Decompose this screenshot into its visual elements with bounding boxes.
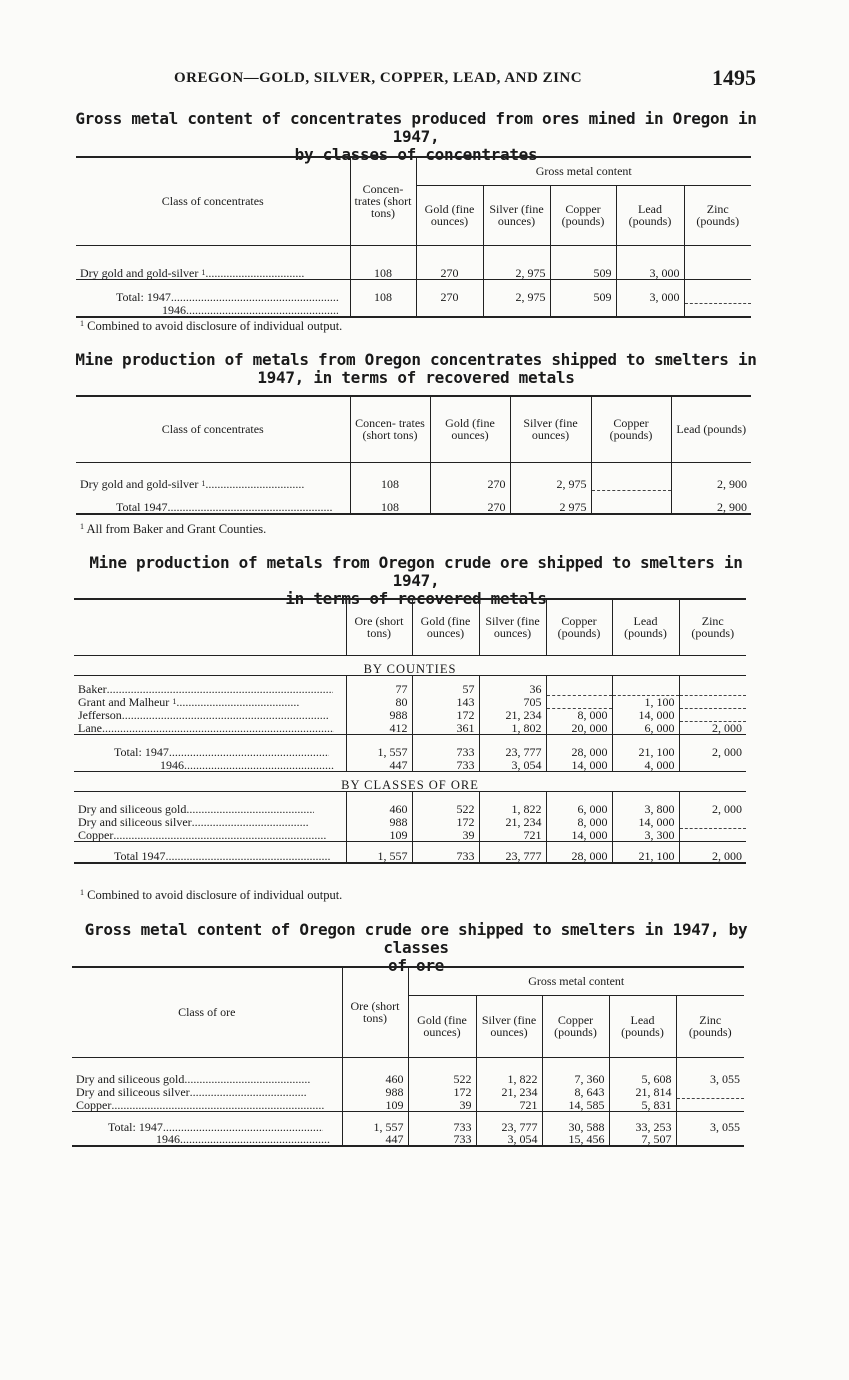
table-row [72,1111,744,1133]
table3-col-gold: Gold (fine ounces) [412,599,479,655]
table4-group-header: Gross metal content [408,967,744,995]
cell: 28, 000 [546,841,612,863]
table2-col-class: Class of concentrates [161,422,264,437]
row-label: Dry gold and gold-silver $^1$..... [76,245,350,279]
cell [591,490,671,514]
cell: 733 [408,1133,476,1146]
cell: 733 [412,841,479,863]
cell: 2, 975 [510,462,591,490]
row-label: 1946..... [76,303,350,317]
table4-col-copper: Copper (pounds) [542,995,609,1057]
table3-col-silver: Silver (fine ounces) [479,599,546,655]
cell [350,303,416,317]
cell [679,675,746,695]
cell [684,245,751,279]
table2-title-line1: Mine production of metals from Oregon concentrates shipped to smelters in [75,350,757,369]
cell: 108 [350,462,430,490]
cell [616,303,684,317]
cell: 21, 100 [612,734,679,758]
cell: 7, 360 [542,1057,609,1085]
row-label: 1946..... [74,758,346,771]
cell: 109 [346,828,412,841]
table-row [76,462,751,490]
cell: 2, 000 [679,791,746,815]
cell: 23, 777 [476,1111,542,1133]
table4-col-silver: Silver (fine ounces) [476,995,542,1057]
row-label: Total: 1947..... [74,734,346,758]
cell: 3, 800 [612,791,679,815]
cell [679,695,746,708]
cell: 1, 557 [346,734,412,758]
cell [612,675,679,695]
cell: 447 [346,758,412,771]
cell: 8, 000 [546,708,612,721]
cell [550,303,616,317]
cell: 3, 055 [676,1111,744,1133]
table-row [76,245,751,279]
cell [546,695,612,708]
row-label: Dry and siliceous gold..... [72,1057,342,1085]
table-row [74,708,746,721]
cell: 21, 234 [479,708,546,721]
cell: 412 [346,721,412,734]
cell: 14, 585 [542,1098,609,1111]
cell: 80 [346,695,412,708]
table-row [72,1085,744,1098]
cell: 1, 557 [346,841,412,863]
cell: 6, 000 [612,721,679,734]
cell: 522 [408,1057,476,1085]
cell: 3, 300 [612,828,679,841]
cell: 3, 055 [676,1057,744,1085]
band-by-classes: BY CLASSES OF ORE [74,771,746,791]
cell [679,815,746,828]
cell: 4, 000 [612,758,679,771]
table1-title-line1: Gross metal content of concentrates produced from ores mined in Oregon in 1947, [75,109,757,146]
cell: 14, 000 [546,758,612,771]
table1-col-lead: Lead (pounds) [616,185,684,245]
cell [676,1133,744,1146]
cell: 109 [342,1098,408,1111]
cell: 7, 507 [609,1133,676,1146]
cell: 2, 975 [483,279,550,303]
row-label: Dry gold and gold-silver $^1$..... [76,462,350,490]
cell: 270 [416,245,483,279]
cell: 705 [479,695,546,708]
cell: 2, 000 [679,734,746,758]
table1-col-silver: Silver (fine ounces) [483,185,550,245]
cell: 270 [430,462,510,490]
cell [416,303,483,317]
cell: 23, 777 [479,734,546,758]
cell: 3, 000 [616,279,684,303]
cell: 2, 900 [671,462,751,490]
row-label: Dry and siliceous gold..... [74,791,346,815]
cell: 5, 608 [609,1057,676,1085]
band-by-counties: BY COUNTIES [74,655,746,675]
cell: 509 [550,279,616,303]
cell: 721 [479,828,546,841]
table-row [74,828,746,841]
running-title: OREGON—GOLD, SILVER, COPPER, LEAD, AND ZINC [174,70,583,86]
table2-col-silver: Silver (fine ounces) [510,396,591,462]
cell: 20, 000 [546,721,612,734]
table3-footnote: $^1$ Combined to avoid disclosure of individual output. [80,888,343,902]
table1 [76,156,751,318]
table-row [74,721,746,734]
cell: 5, 831 [609,1098,676,1111]
table2-col-copper: Copper (pounds) [591,396,671,462]
cell: 988 [342,1085,408,1098]
table1-group-header: Gross metal content [416,157,751,185]
cell: 2, 000 [679,841,746,863]
cell [679,758,746,771]
table3-col-ore: Ore (short tons) [346,599,412,655]
table2-col-gold: Gold (fine ounces) [430,396,510,462]
row-label: Baker..... [74,675,346,695]
cell: 2, 900 [671,490,751,514]
cell: 172 [408,1085,476,1098]
cell: 108 [350,245,416,279]
table1-col-tons: Concen- trates (short tons) [350,157,416,245]
table4-col-class: Class of ore [178,1005,236,1020]
cell: 77 [346,675,412,695]
table1-col-class: Class of concentrates [161,194,264,209]
row-label: Total 1947..... [74,841,346,863]
table2 [76,395,751,515]
cell: 361 [412,721,479,734]
cell: 108 [350,279,416,303]
table-row [76,279,751,303]
cell: 30, 588 [542,1111,609,1133]
table3-col-blank [74,599,346,655]
cell: 8, 643 [542,1085,609,1098]
cell: 6, 000 [546,791,612,815]
table4-col-lead: Lead (pounds) [609,995,676,1057]
cell: 270 [430,490,510,514]
cell: 1, 802 [479,721,546,734]
table2-title-line2: 1947, in terms of recovered metals [257,368,575,387]
row-label: Lane..... [74,721,346,734]
cell: 23, 777 [479,841,546,863]
cell: 8, 000 [546,815,612,828]
table1-col-copper: Copper (pounds) [550,185,616,245]
table1-footnote: $^1$ Combined to avoid disclosure of individual output. [80,319,343,333]
cell: 721 [476,1098,542,1111]
row-label: Copper..... [74,828,346,841]
cell: 14, 000 [612,708,679,721]
cell [546,675,612,695]
table3-title-line1: Mine production of metals from Oregon crude ore shipped to smelters in 1947, [89,553,743,590]
cell [679,828,746,841]
cell: 460 [346,791,412,815]
cell: 108 [350,490,430,514]
table2-title [74,351,758,387]
table2-col-lead: Lead (pounds) [671,396,751,462]
table3 [74,598,746,864]
cell: 460 [342,1057,408,1085]
cell: 509 [550,245,616,279]
row-label: Total 1947..... [76,490,350,514]
table4-title-line2: of ore [388,956,444,975]
table1-col-gold: Gold (fine ounces) [416,185,483,245]
page-number: 1495 [712,65,756,90]
table4-col-ore: Ore (short tons) [342,967,408,1057]
table3-col-zinc: Zinc (pounds) [679,599,746,655]
row-label: Copper..... [72,1098,342,1111]
cell: 21, 234 [479,815,546,828]
cell: 143 [412,695,479,708]
table4 [72,966,744,1147]
row-label: 1946..... [72,1133,342,1146]
table-row [74,734,746,758]
table-row [74,695,746,708]
table-row [74,791,746,815]
cell: 172 [412,708,479,721]
table4-col-zinc: Zinc (pounds) [676,995,744,1057]
cell [679,708,746,721]
cell: 21, 100 [612,841,679,863]
cell: 14, 000 [612,815,679,828]
cell [483,303,550,317]
cell: 15, 456 [542,1133,609,1146]
table1-title-line2: by classes of concentrates [294,145,538,164]
table3-title-line2: in terms of recovered metals [285,589,547,608]
table2-col-tons: Concen- trates (short tons) [350,396,430,462]
table-row [72,1133,744,1146]
cell: 21, 814 [609,1085,676,1098]
cell: 522 [412,791,479,815]
cell: 988 [346,815,412,828]
cell: 3, 000 [616,245,684,279]
cell: 2, 975 [483,245,550,279]
table-row [76,303,751,317]
cell: 2 975 [510,490,591,514]
cell: 1, 822 [479,791,546,815]
row-label: Total: 1947..... [76,279,350,303]
row-label: Jefferson..... [74,708,346,721]
cell: 33, 253 [609,1111,676,1133]
running-head [76,65,756,94]
cell: 1, 822 [476,1057,542,1085]
cell: 733 [408,1111,476,1133]
table-row [74,758,746,771]
cell: 2, 000 [679,721,746,734]
cell: 21, 234 [476,1085,542,1098]
cell: 733 [412,758,479,771]
cell [676,1085,744,1098]
table4-title-line1: Gross metal content of Oregon crude ore shipped to smelters in 1947, by classes [84,920,748,957]
cell [591,462,671,490]
cell: 39 [412,828,479,841]
cell [676,1098,744,1111]
cell: 39 [408,1098,476,1111]
table-row [76,490,751,514]
cell: 733 [412,734,479,758]
table-row [72,1057,744,1085]
table3-col-copper: Copper (pounds) [546,599,612,655]
cell: 3, 054 [479,758,546,771]
cell: 1, 100 [612,695,679,708]
cell: 172 [412,815,479,828]
table4-col-gold: Gold (fine ounces) [408,995,476,1057]
cell: 988 [346,708,412,721]
table-row [74,841,746,863]
cell: 14, 000 [546,828,612,841]
table3-col-lead: Lead (pounds) [612,599,679,655]
cell: 447 [342,1133,408,1146]
table1-col-zinc: Zinc (pounds) [684,185,751,245]
cell [684,303,751,317]
cell: 28, 000 [546,734,612,758]
row-label: Dry and siliceous silver..... [72,1085,342,1098]
cell [684,279,751,303]
cell: 3, 054 [476,1133,542,1146]
table-row [74,815,746,828]
table-row [74,675,746,695]
row-label: Total: 1947..... [72,1111,342,1133]
cell: 1, 557 [342,1111,408,1133]
cell: 270 [416,279,483,303]
table-row [72,1098,744,1111]
cell: 36 [479,675,546,695]
table2-footnote: $^1$ All from Baker and Grant Counties. [80,522,267,536]
cell: 57 [412,675,479,695]
row-label: Dry and siliceous silver..... [74,815,346,828]
row-label: Grant and Malheur $^1$..... [74,695,346,708]
